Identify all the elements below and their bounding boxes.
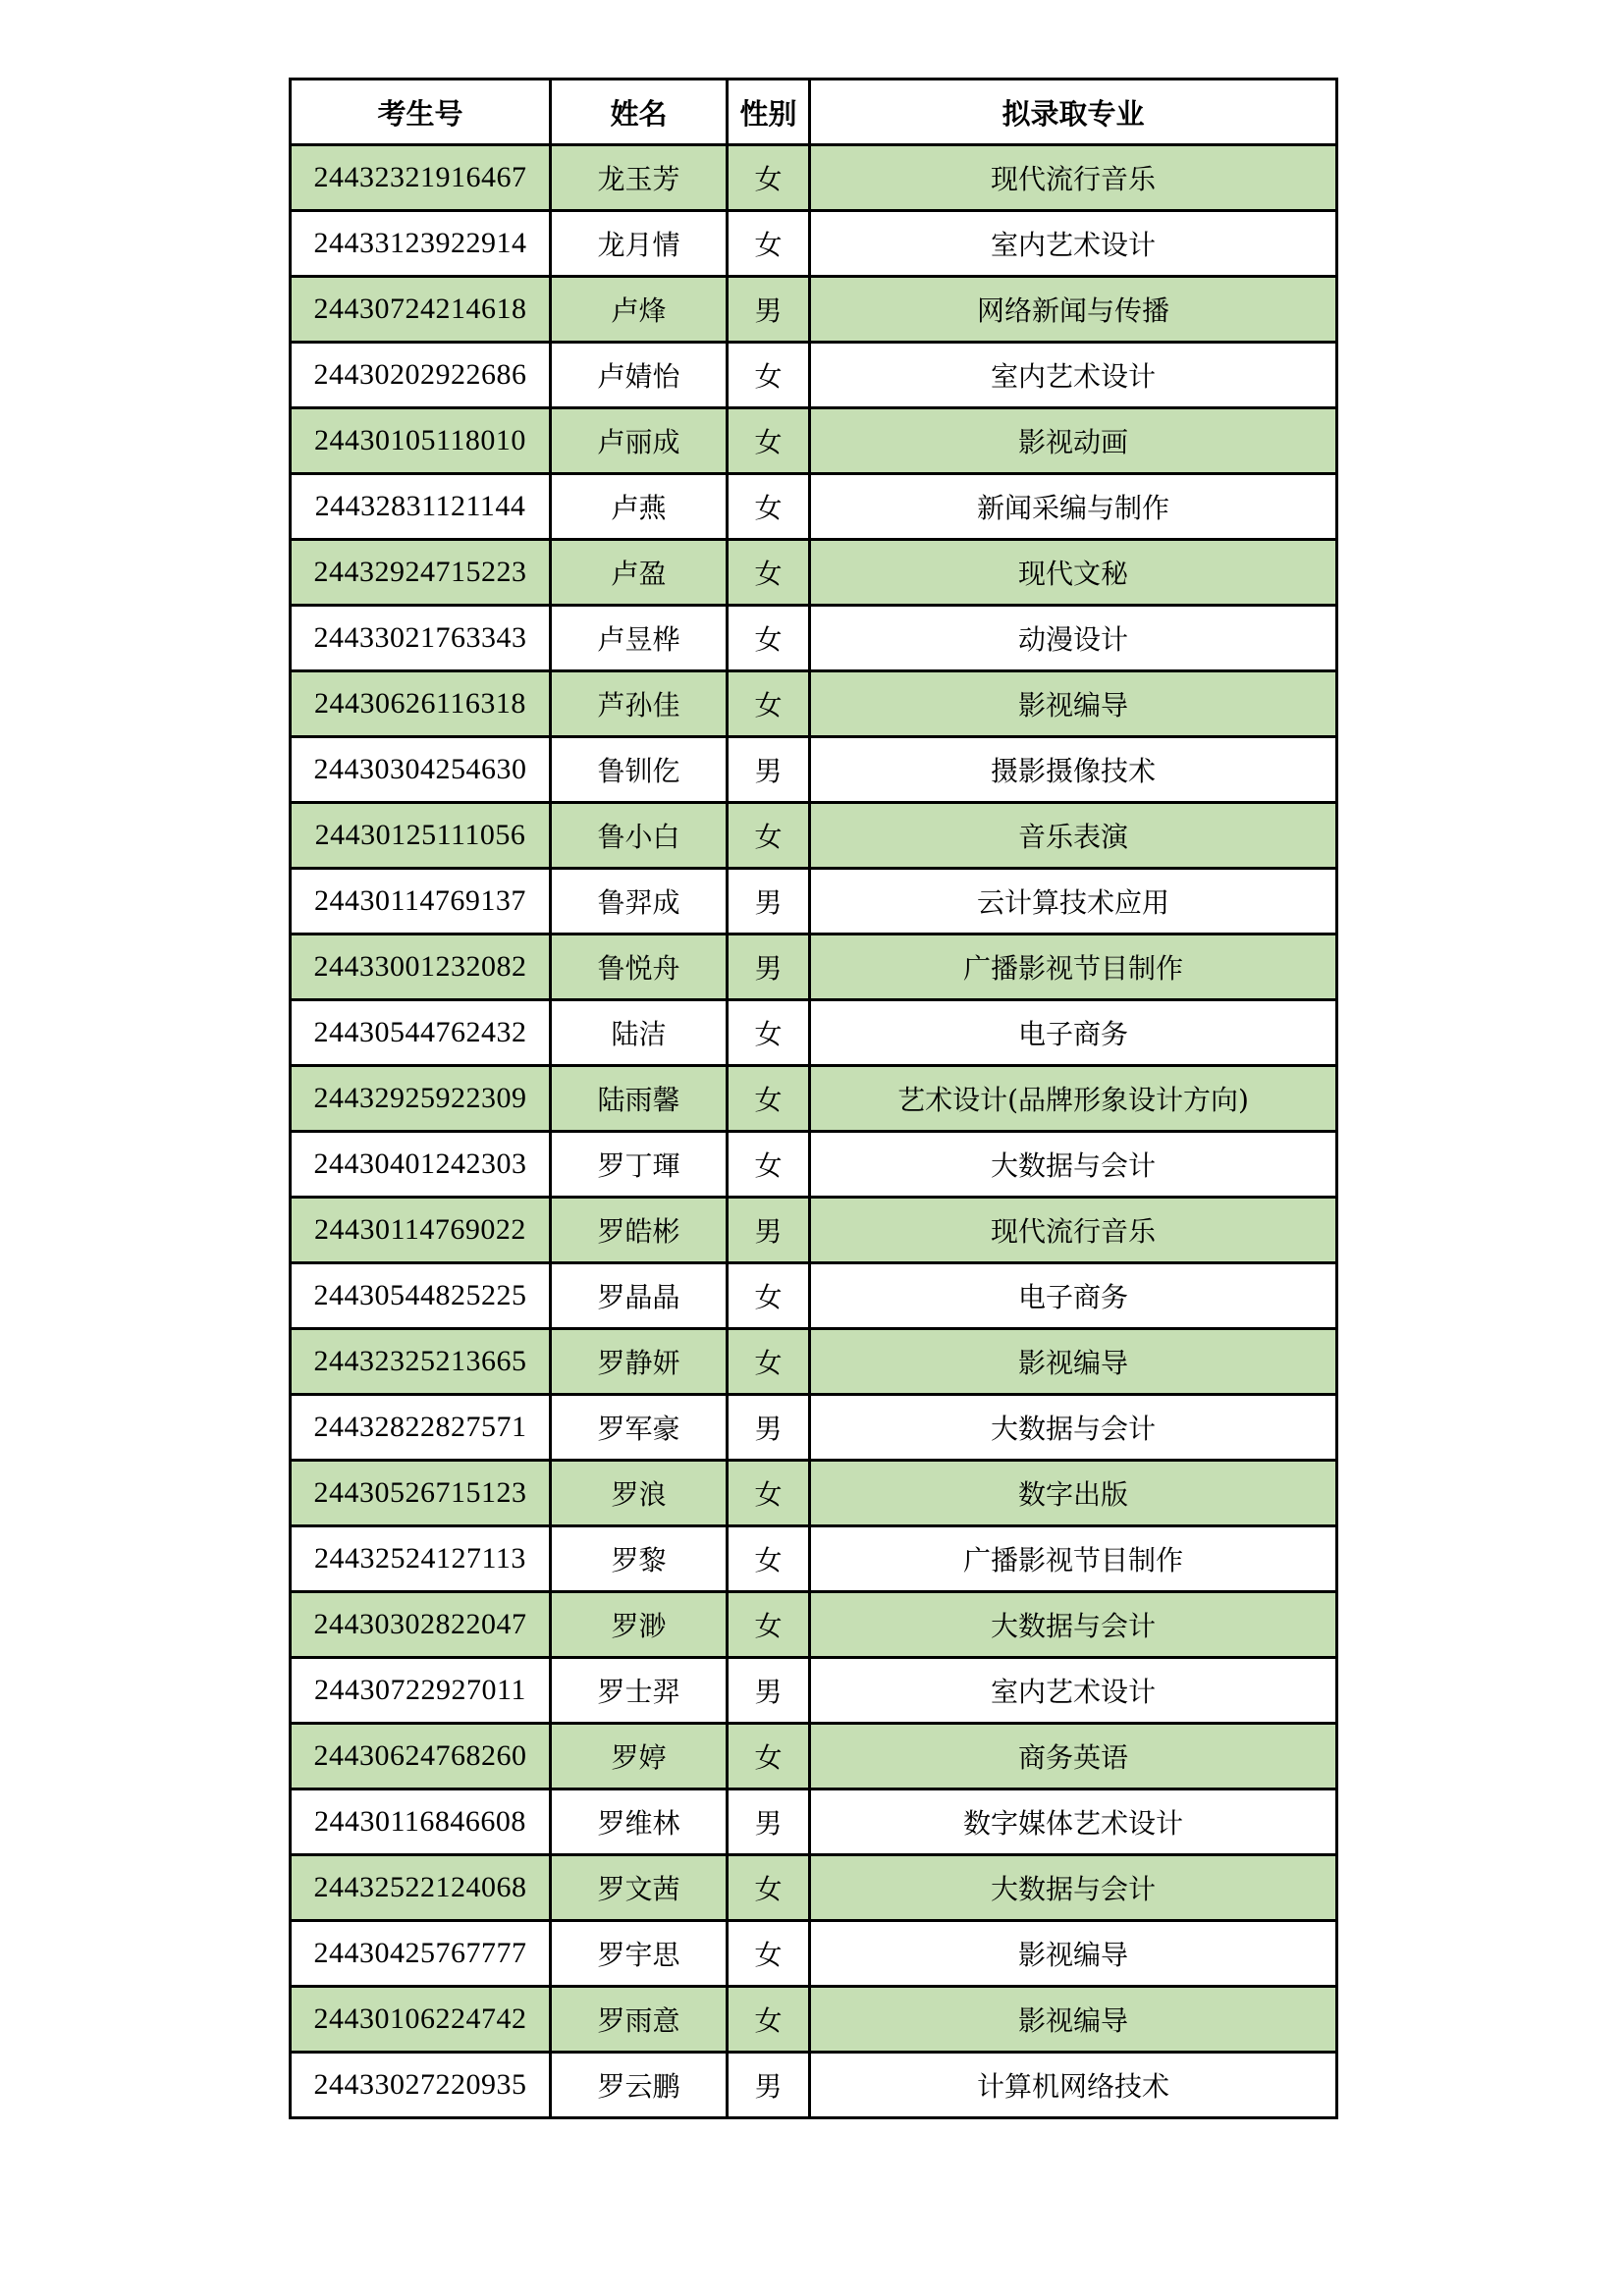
cell-gender: 男 [728,1789,810,1855]
cell-gender: 女 [728,803,810,869]
table-row [291,1000,1337,1066]
cell-gender: 男 [728,277,810,343]
cell-gender: 女 [728,540,810,606]
table-row [291,1526,1337,1592]
cell-gender: 男 [728,1658,810,1724]
cell-exam-id: 24430202922686 [291,343,551,408]
cell-gender: 男 [728,2053,810,2118]
cell-gender: 男 [728,1395,810,1461]
cell-major: 大数据与会计 [810,1395,1337,1461]
table-row [291,1658,1337,1724]
table-row [291,540,1337,606]
cell-gender: 女 [728,1132,810,1198]
cell-gender: 女 [728,145,810,211]
cell-name: 罗浪 [551,1461,728,1526]
cell-name: 龙玉芳 [551,145,728,211]
header-row [291,80,1337,145]
cell-major: 音乐表演 [810,803,1337,869]
header-gender: 性别 [728,80,810,145]
table-row [291,869,1337,934]
cell-exam-id: 24430401242303 [291,1132,551,1198]
cell-gender: 女 [728,1066,810,1132]
table-body [291,145,1337,2118]
table-row [291,1855,1337,1921]
cell-gender: 女 [728,1000,810,1066]
cell-gender: 女 [728,343,810,408]
cell-exam-id: 24430544762432 [291,1000,551,1066]
cell-name: 罗雨意 [551,1987,728,2053]
cell-exam-id: 24430626116318 [291,671,551,737]
cell-name: 罗文茜 [551,1855,728,1921]
cell-name: 陆洁 [551,1000,728,1066]
cell-exam-id: 24430116846608 [291,1789,551,1855]
cell-major: 现代流行音乐 [810,1198,1337,1263]
cell-exam-id: 24430125111056 [291,803,551,869]
cell-major: 室内艺术设计 [810,1658,1337,1724]
cell-name: 卢婧怡 [551,343,728,408]
cell-exam-id: 24433021763343 [291,606,551,671]
cell-name: 卢盈 [551,540,728,606]
cell-name: 罗士羿 [551,1658,728,1724]
table-row [291,408,1337,474]
cell-gender: 女 [728,606,810,671]
table-row [291,1263,1337,1329]
cell-name: 罗黎 [551,1526,728,1592]
table-row [291,803,1337,869]
cell-name: 罗渺 [551,1592,728,1658]
cell-exam-id: 24430302822047 [291,1592,551,1658]
table-row [291,1198,1337,1263]
cell-name: 卢丽成 [551,408,728,474]
cell-major: 大数据与会计 [810,1855,1337,1921]
cell-gender: 女 [728,1921,810,1987]
header-exam-id: 考生号 [291,80,551,145]
admission-list-sheet [289,78,1338,2119]
table-row [291,1329,1337,1395]
table-row [291,1592,1337,1658]
table-row [291,1395,1337,1461]
table-row [291,1987,1337,2053]
table-row [291,671,1337,737]
cell-major: 室内艺术设计 [810,343,1337,408]
cell-exam-id: 24430114769022 [291,1198,551,1263]
cell-name: 卢燕 [551,474,728,540]
cell-major: 计算机网络技术 [810,2053,1337,2118]
cell-exam-id: 24430722927011 [291,1658,551,1724]
table-header [291,80,1337,145]
cell-name: 陆雨馨 [551,1066,728,1132]
cell-exam-id: 24430544825225 [291,1263,551,1329]
table-row [291,474,1337,540]
cell-gender: 女 [728,1855,810,1921]
table-row [291,1461,1337,1526]
cell-major: 商务英语 [810,1724,1337,1789]
cell-gender: 女 [728,1329,810,1395]
cell-exam-id: 24433123922914 [291,211,551,277]
cell-name: 罗丁琿 [551,1132,728,1198]
table-row [291,606,1337,671]
cell-major: 数字出版 [810,1461,1337,1526]
cell-major: 艺术设计(品牌形象设计方向) [810,1066,1337,1132]
cell-exam-id: 24432325213665 [291,1329,551,1395]
cell-gender: 女 [728,211,810,277]
table-row [291,737,1337,803]
cell-major: 电子商务 [810,1263,1337,1329]
cell-exam-id: 24430114769137 [291,869,551,934]
cell-exam-id: 24432831121144 [291,474,551,540]
cell-name: 罗静妍 [551,1329,728,1395]
cell-exam-id: 24432522124068 [291,1855,551,1921]
cell-name: 罗宇思 [551,1921,728,1987]
table-row [291,277,1337,343]
header-name: 姓名 [551,80,728,145]
cell-gender: 女 [728,1724,810,1789]
cell-major: 影视编导 [810,671,1337,737]
cell-exam-id: 24430425767777 [291,1921,551,1987]
cell-exam-id: 24432924715223 [291,540,551,606]
header-major: 拟录取专业 [810,80,1337,145]
table-row [291,1724,1337,1789]
cell-gender: 女 [728,474,810,540]
cell-name: 鲁悦舟 [551,934,728,1000]
cell-name: 罗云鹏 [551,2053,728,2118]
cell-exam-id: 24430624768260 [291,1724,551,1789]
cell-gender: 女 [728,408,810,474]
cell-name: 鲁小白 [551,803,728,869]
table-row [291,934,1337,1000]
cell-exam-id: 24432925922309 [291,1066,551,1132]
cell-name: 罗军豪 [551,1395,728,1461]
cell-name: 卢昱桦 [551,606,728,671]
cell-gender: 男 [728,869,810,934]
cell-major: 数字媒体艺术设计 [810,1789,1337,1855]
cell-exam-id: 24430304254630 [291,737,551,803]
cell-name: 罗晶晶 [551,1263,728,1329]
cell-gender: 女 [728,1526,810,1592]
cell-major: 新闻采编与制作 [810,474,1337,540]
cell-exam-id: 24432822827571 [291,1395,551,1461]
cell-major: 影视动画 [810,408,1337,474]
cell-exam-id: 24433001232082 [291,934,551,1000]
cell-major: 广播影视节目制作 [810,1526,1337,1592]
cell-exam-id: 24430105118010 [291,408,551,474]
cell-exam-id: 24430724214618 [291,277,551,343]
cell-exam-id: 24430526715123 [291,1461,551,1526]
table-row [291,2053,1337,2118]
cell-gender: 男 [728,737,810,803]
cell-major: 影视编导 [810,1987,1337,2053]
cell-gender: 女 [728,671,810,737]
cell-major: 摄影摄像技术 [810,737,1337,803]
table-row [291,1921,1337,1987]
cell-name: 卢烽 [551,277,728,343]
cell-major: 动漫设计 [810,606,1337,671]
cell-name: 罗婷 [551,1724,728,1789]
table-row [291,1132,1337,1198]
cell-name: 芦孙佳 [551,671,728,737]
cell-major: 现代文秘 [810,540,1337,606]
cell-gender: 女 [728,1592,810,1658]
table-row [291,211,1337,277]
cell-exam-id: 24433027220935 [291,2053,551,2118]
cell-exam-id: 24432524127113 [291,1526,551,1592]
table-row [291,1789,1337,1855]
cell-gender: 女 [728,1461,810,1526]
cell-major: 影视编导 [810,1329,1337,1395]
cell-major: 大数据与会计 [810,1592,1337,1658]
cell-major: 云计算技术应用 [810,869,1337,934]
cell-major: 现代流行音乐 [810,145,1337,211]
cell-exam-id: 24432321916467 [291,145,551,211]
table-row [291,1066,1337,1132]
admission-list-table [289,78,1338,2119]
cell-major: 大数据与会计 [810,1132,1337,1198]
cell-name: 罗皓彬 [551,1198,728,1263]
table-row [291,145,1337,211]
cell-major: 室内艺术设计 [810,211,1337,277]
cell-major: 影视编导 [810,1921,1337,1987]
cell-name: 龙月情 [551,211,728,277]
cell-major: 网络新闻与传播 [810,277,1337,343]
cell-gender: 男 [728,1198,810,1263]
cell-major: 电子商务 [810,1000,1337,1066]
cell-gender: 男 [728,934,810,1000]
cell-name: 鲁钏仡 [551,737,728,803]
cell-name: 罗维林 [551,1789,728,1855]
cell-major: 广播影视节目制作 [810,934,1337,1000]
table-row [291,343,1337,408]
cell-gender: 女 [728,1987,810,2053]
cell-name: 鲁羿成 [551,869,728,934]
cell-gender: 女 [728,1263,810,1329]
cell-exam-id: 24430106224742 [291,1987,551,2053]
